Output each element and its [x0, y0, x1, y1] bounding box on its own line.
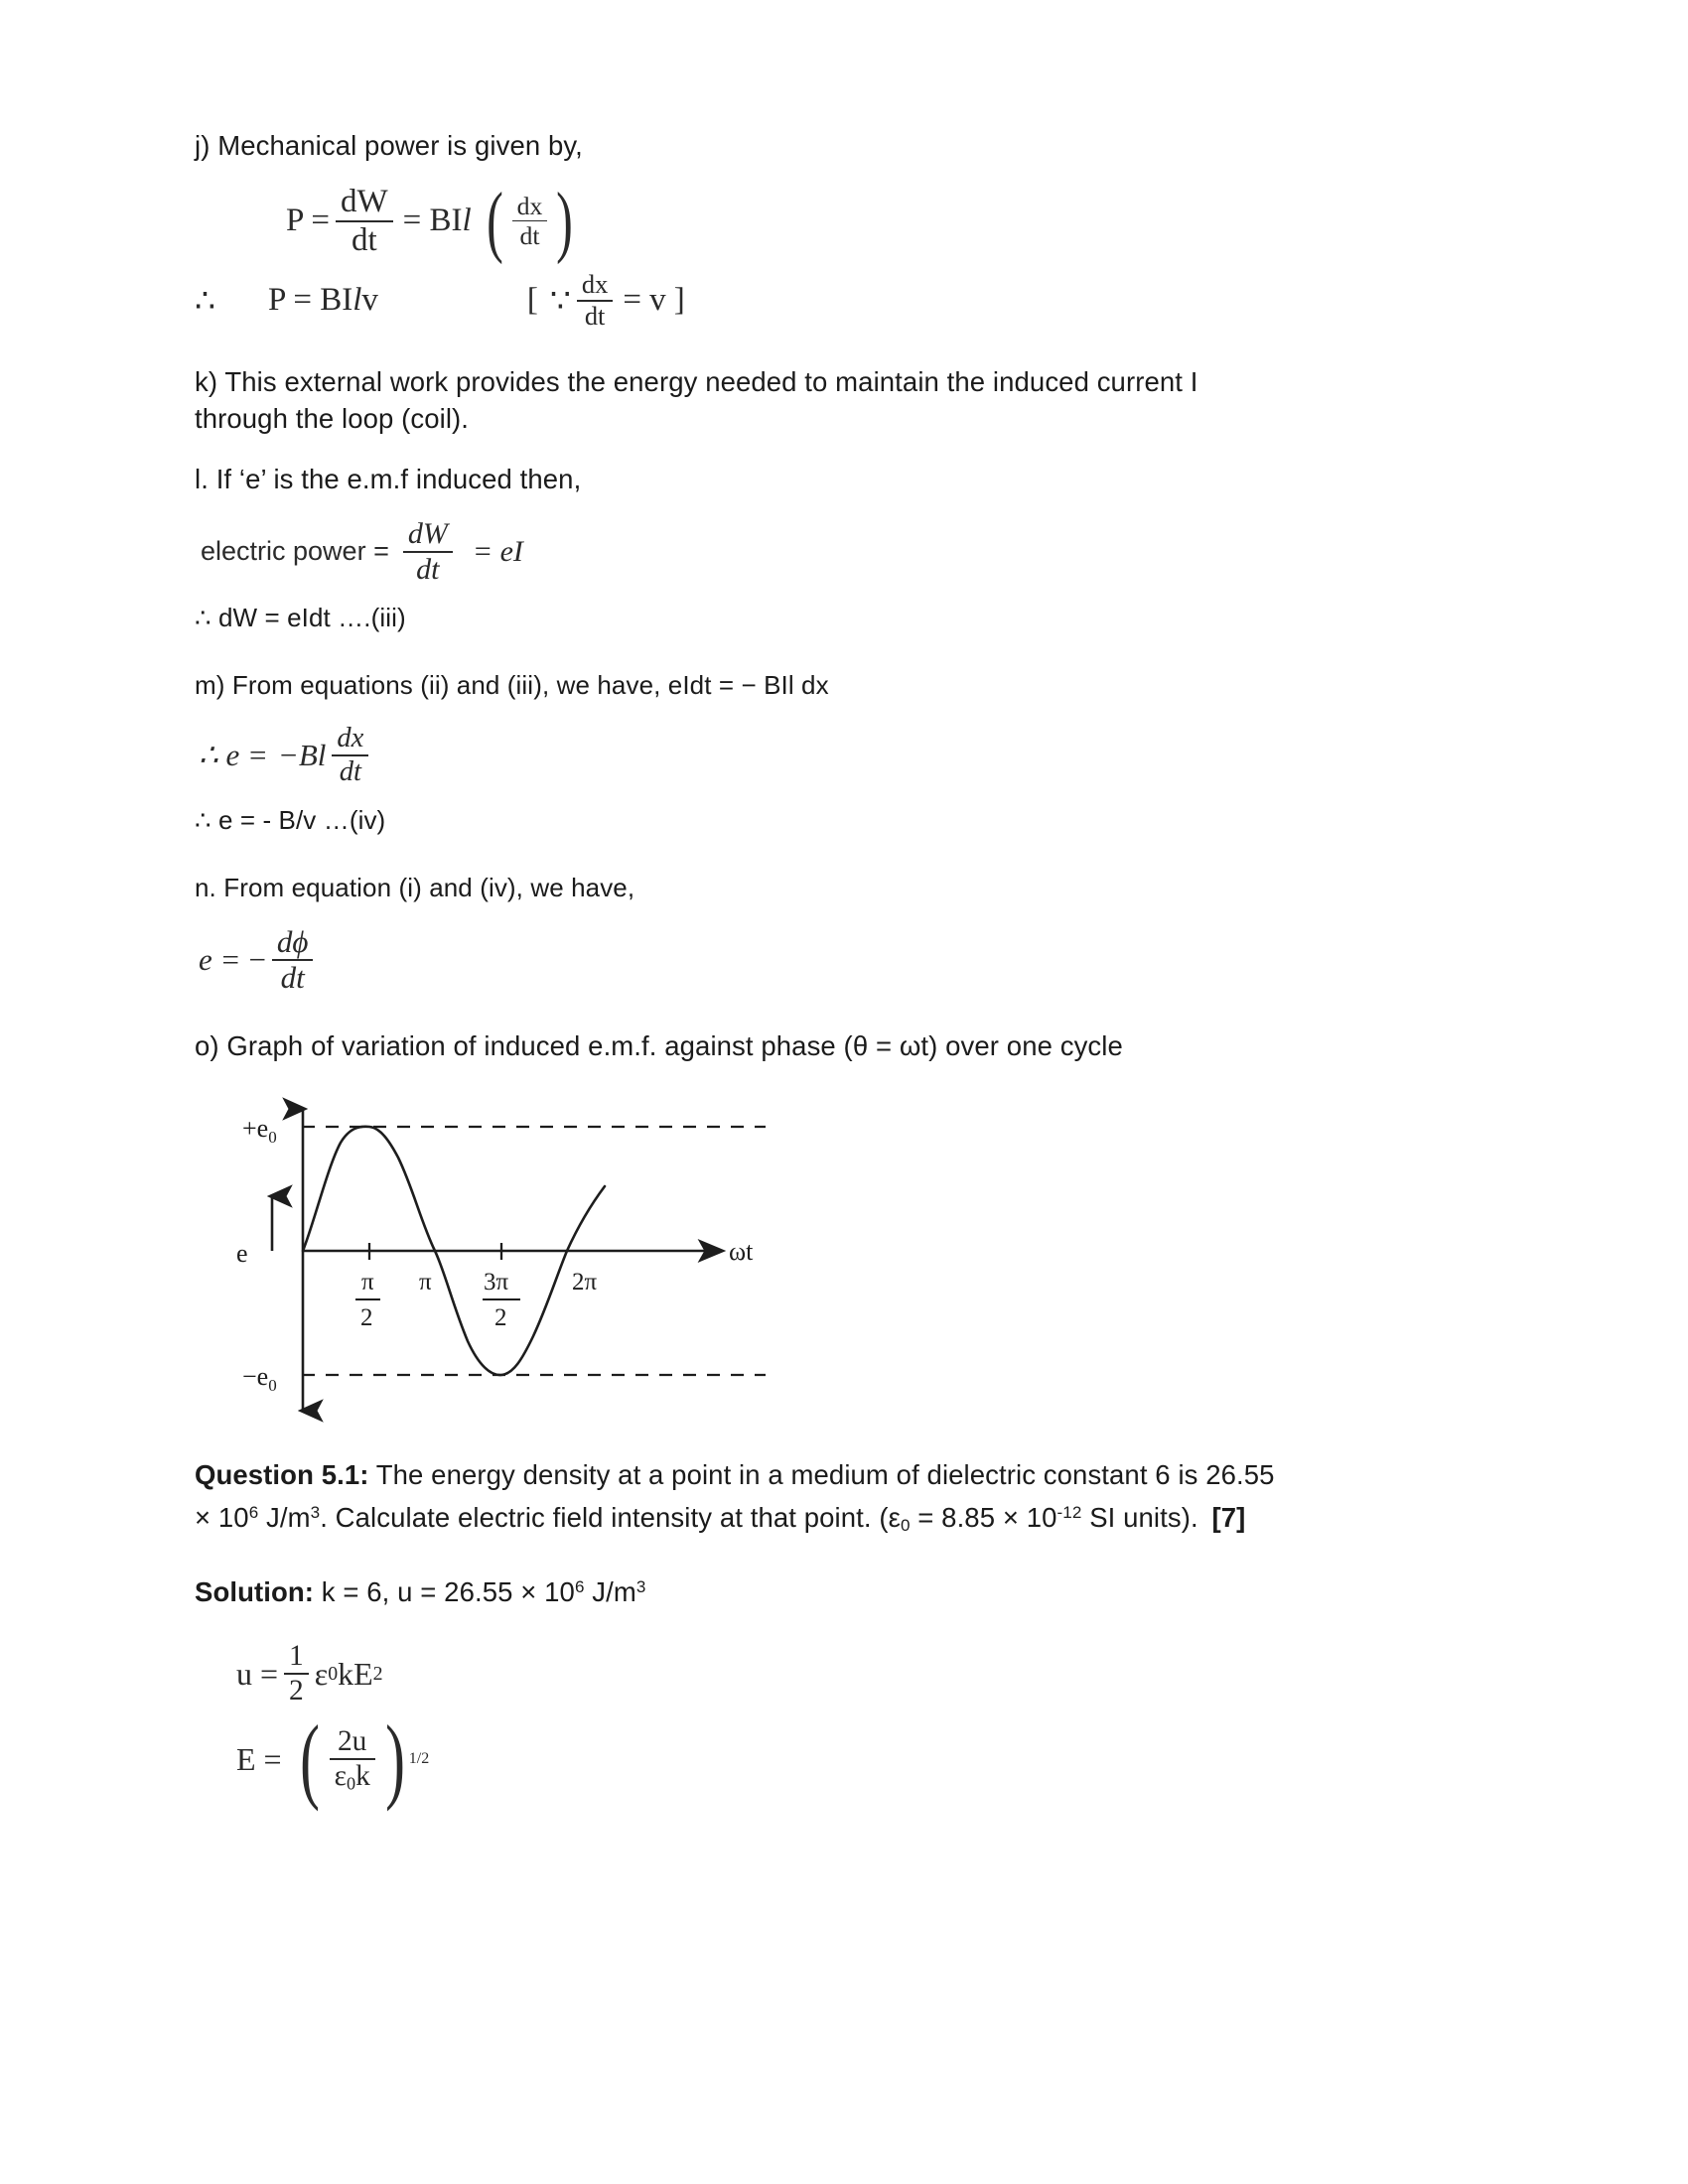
question-line1: The energy density at a point in a medium of dielectric constant 6 is 26.55: [375, 1459, 1275, 1491]
solution-given-a-sup: 6: [574, 1577, 585, 1597]
eq-u-epsilon: ε: [314, 1655, 329, 1692]
paragraph-o: o) Graph of variation of induced e.m.f. against phase (θ = ωt) over one cycle: [195, 1030, 1123, 1062]
question-line2-c: . Calculate electric field intensity at that point. (ε: [320, 1502, 901, 1534]
eq-u-rest: kE: [338, 1655, 373, 1692]
electric-power-label: electric power =: [201, 536, 389, 567]
denominator-epsilon-sub: 0: [346, 1773, 356, 1793]
question-line2-d-sup: -12: [1056, 1503, 1082, 1523]
paragraph-j: j) Mechanical power is given by,: [195, 130, 583, 161]
equation-mechanical-power: [286, 176, 1505, 265]
left-paren: (: [299, 1706, 320, 1813]
question-block: [195, 1456, 1505, 1545]
question-line2-e: SI units).: [1081, 1502, 1198, 1534]
faraday-minus: −: [248, 942, 266, 978]
equation-energy-density: [236, 1641, 1505, 1706]
question-line2-d: = 8.85 × 10: [910, 1502, 1057, 1534]
eq-mid: = BI: [402, 203, 463, 239]
fraction-denominator: dt: [416, 552, 440, 586]
solution-given: [195, 1569, 1505, 1611]
svg-text:2: 2: [360, 1304, 373, 1332]
fraction-numerator: dW: [341, 184, 388, 219]
fraction-numerator: dx: [516, 191, 543, 220]
page-content: [195, 127, 1505, 1813]
fraction-denominator: [330, 1760, 375, 1794]
paragraph-l: l. If ‘e’ is the e.m.f induced then,: [195, 464, 582, 495]
eq-expr-tail: v: [361, 282, 378, 319]
emf-phase-graph: [224, 1095, 780, 1423]
label-2pi: 2π: [572, 1269, 598, 1297]
right-paren: ): [556, 176, 574, 265]
therefore-symbol: ∴: [195, 283, 215, 320]
label-positive-e0: $+e_0$: [242, 1114, 277, 1148]
equation-power-result: [195, 271, 1505, 330]
denominator-epsilon: ε: [334, 1759, 347, 1792]
svg-text:2: 2: [494, 1304, 507, 1332]
question-line2-a-sup: 6: [248, 1503, 259, 1523]
fraction-denominator: dt: [351, 221, 377, 258]
electric-power-rhs: = eI: [472, 534, 523, 568]
svg-text:π: π: [361, 1269, 374, 1297]
eq-E-lhs: E =: [236, 1740, 282, 1777]
fraction-dphi-dt: [272, 923, 314, 995]
equals-v: = v: [623, 282, 666, 319]
eq-E-exponent: 1/2: [408, 1750, 430, 1768]
bracket-open: [: [526, 282, 538, 319]
because-symbol: ∵: [549, 283, 571, 320]
fraction-numerator: dx: [581, 269, 609, 300]
equation-emf-dx-dt: [199, 724, 1505, 786]
equation-electric-power: [201, 518, 1505, 585]
fraction-denominator: dt: [339, 755, 361, 787]
fraction-2u-over-eps0k: [330, 1726, 375, 1793]
eq-expr: P = BI: [268, 282, 353, 319]
paragraph-k-line2: through the loop (coil).: [195, 403, 470, 435]
question-marks: [7]: [1211, 1502, 1246, 1534]
fraction-dW-dt-electric: [403, 518, 453, 585]
paragraph-k: [195, 363, 1505, 437]
denominator-k: k: [355, 1759, 370, 1792]
fraction-dW-dt: [336, 185, 393, 257]
question-line2-c-sub: 0: [900, 1516, 911, 1536]
faraday-prefix: e =: [199, 942, 241, 978]
fraction-numerator: dϕ: [276, 923, 309, 959]
equation-emf-Bv: ∴ e = - B/v …(iv): [195, 804, 386, 835]
fraction-one-half: [284, 1641, 309, 1706]
question-line2-a: × 10: [195, 1502, 249, 1534]
eq-u-epsilon-sub: 0: [328, 1662, 339, 1685]
equation-faraday-law: [199, 923, 1505, 995]
fraction-dx-dt-emf: [332, 724, 368, 786]
fraction-denominator: dt: [519, 221, 540, 251]
fraction-denominator: 2: [289, 1675, 304, 1707]
question-label: Question 5.1:: [195, 1459, 369, 1491]
fraction-numerator: dx: [337, 723, 364, 754]
label-pi-over-2: [355, 1269, 380, 1331]
solution-given-b-sup: 3: [635, 1577, 646, 1597]
svg-text:3π: 3π: [484, 1269, 509, 1297]
fraction-numerator: 1: [289, 1640, 304, 1673]
right-paren: ): [384, 1706, 405, 1813]
eq-lhs: P =: [286, 203, 330, 239]
sine-curve-continuation: [567, 1186, 605, 1251]
eq-mid-italic-l: l: [462, 203, 472, 239]
fraction-denominator: dt: [584, 300, 606, 331]
emf-phase-graph-svg: [224, 1095, 780, 1423]
eq-u-rest-sup: 2: [372, 1662, 383, 1685]
question-line2-b: J/m: [258, 1502, 311, 1534]
equation-electric-field: [236, 1706, 1505, 1813]
fraction-numerator: 2u: [337, 1724, 367, 1757]
fraction-dx-dt: [512, 193, 548, 250]
solution-label: Solution:: [195, 1576, 315, 1608]
label-y-axis-e: e: [236, 1239, 248, 1269]
label-pi: π: [419, 1269, 432, 1297]
fraction-denominator: dt: [280, 959, 305, 995]
paragraph-k-line1: k) This external work provides the energy needed to maintain the induced current I: [195, 366, 1198, 398]
question-line2-b-sup: 3: [310, 1503, 321, 1523]
solution-given-a: k = 6, u = 26.55 × 10: [321, 1576, 575, 1608]
bracket-close: ]: [673, 282, 685, 319]
emf-prefix: ∴ e =: [199, 738, 268, 773]
solution-given-b: J/m: [584, 1576, 636, 1608]
eq-u-lhs: u =: [236, 1655, 279, 1692]
emf-minus-Bl: −Bl: [277, 738, 327, 773]
eq-expr-italic-l: l: [352, 282, 362, 319]
fraction-numerator: dW: [407, 517, 448, 551]
left-paren: (: [486, 176, 503, 265]
label-3pi-over-2: [483, 1269, 520, 1331]
equation-dW-eIdt: ∴ dW = eIdt ….(iii): [195, 603, 406, 633]
label-x-axis-omega-t: ωt: [729, 1237, 754, 1267]
paragraph-n: n. From equation (i) and (iv), we have,: [195, 872, 635, 902]
label-negative-e0: $-e_0$: [242, 1362, 277, 1396]
paragraph-m: m) From equations (ii) and (iii), we have, eIdt = − BIl dx: [195, 670, 829, 701]
fraction-dx-dt-bracket: [577, 271, 613, 330]
